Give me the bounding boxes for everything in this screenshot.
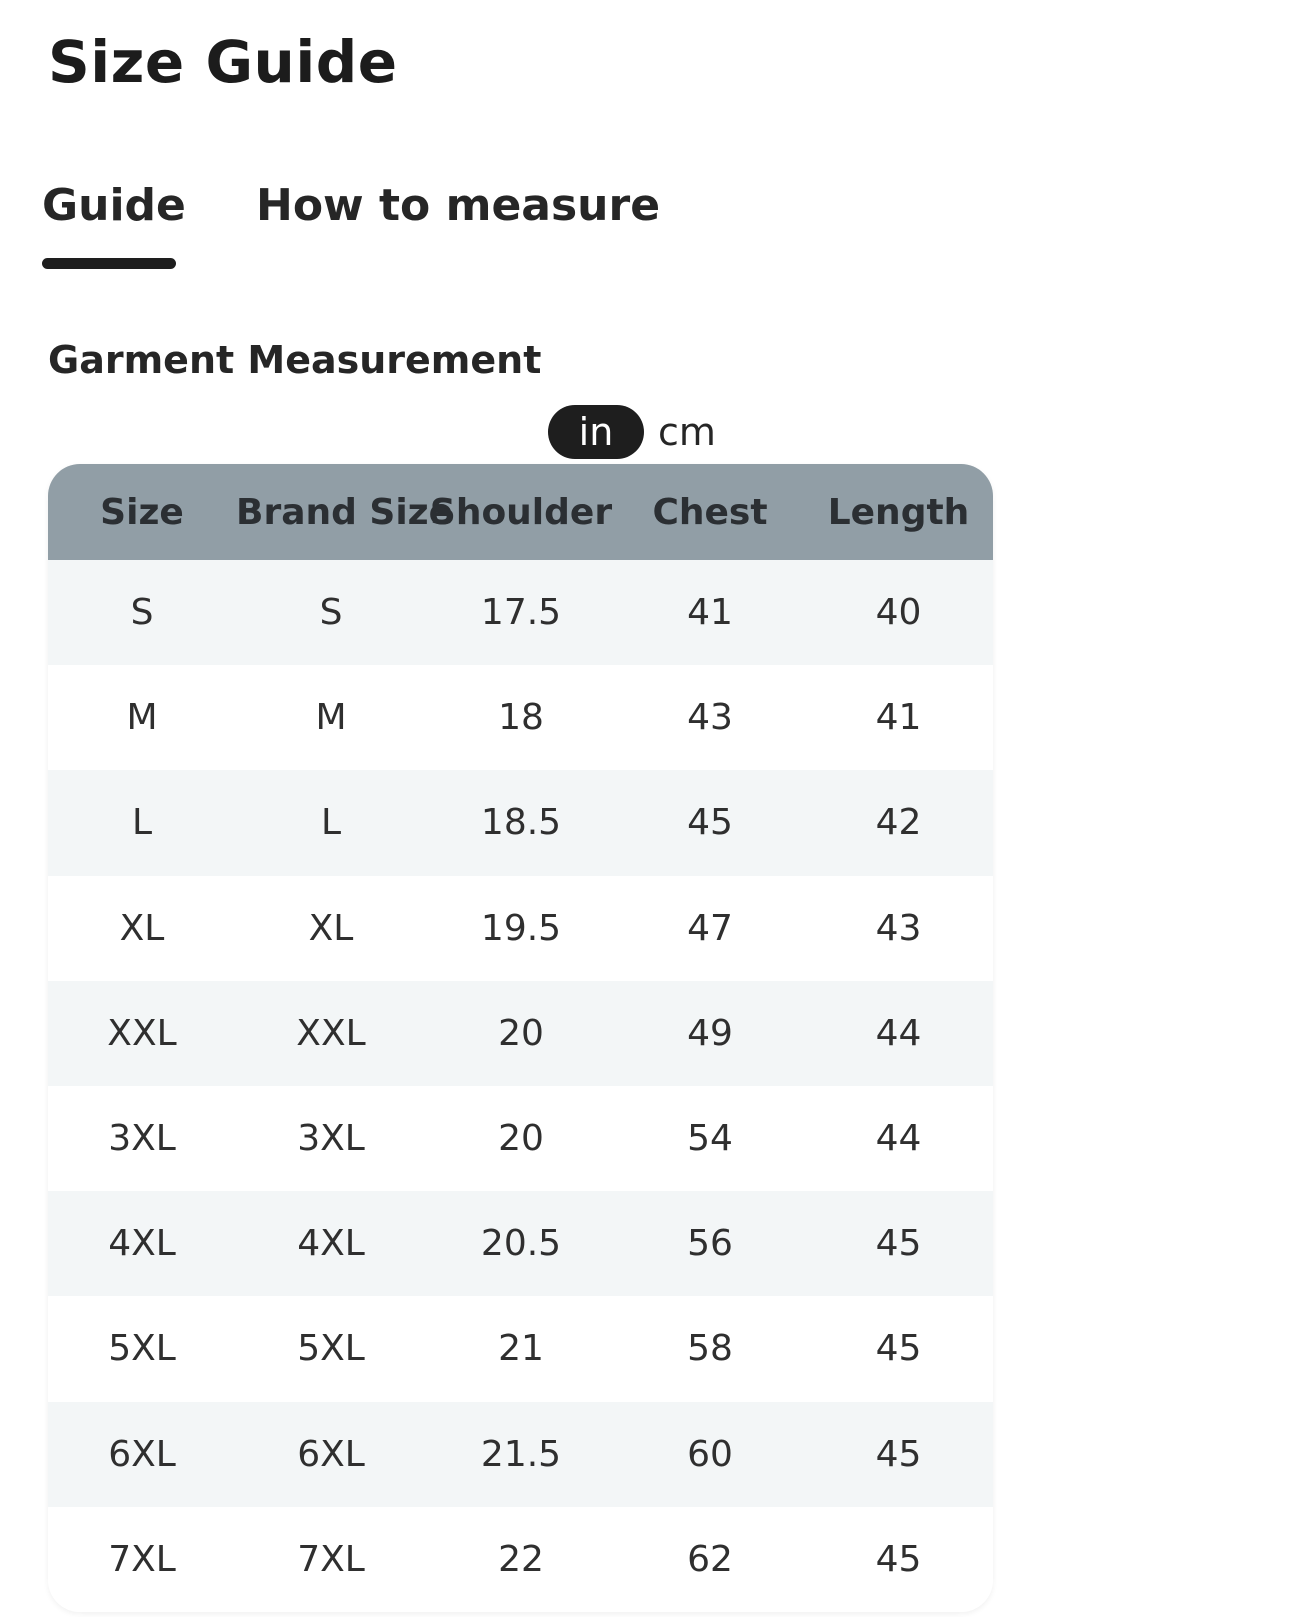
table-body bbox=[48, 560, 993, 1612]
table-cell: 43 bbox=[687, 697, 733, 739]
table-cell: 45 bbox=[687, 802, 733, 844]
table-cell: 47 bbox=[687, 907, 733, 949]
table-cell: S bbox=[319, 592, 343, 634]
table-row bbox=[48, 665, 993, 770]
table-cell: S bbox=[130, 592, 154, 634]
table-cell: 3XL bbox=[108, 1118, 176, 1160]
table-cell: 45 bbox=[875, 1223, 922, 1265]
table-cell: L bbox=[131, 802, 153, 844]
table-cell: 45 bbox=[875, 1328, 922, 1370]
table-cell: 5XL bbox=[108, 1328, 176, 1370]
table-cell: 56 bbox=[687, 1223, 733, 1265]
table-cell: XL bbox=[119, 907, 165, 949]
table-cell: XL bbox=[308, 907, 354, 949]
table-row bbox=[48, 876, 993, 981]
table-cell: 41 bbox=[875, 697, 922, 739]
table-cell: 6XL bbox=[297, 1433, 365, 1475]
table-cell: 18.5 bbox=[480, 802, 562, 844]
active-tab-indicator bbox=[42, 258, 176, 269]
table-cell: 54 bbox=[687, 1118, 733, 1160]
table-cell: 7XL bbox=[297, 1538, 365, 1580]
table-cell: 44 bbox=[875, 1012, 922, 1054]
table-cell: 6XL bbox=[108, 1433, 176, 1475]
table-row bbox=[48, 1402, 993, 1507]
table-cell: XXL bbox=[107, 1012, 177, 1054]
table-cell: 62 bbox=[687, 1538, 733, 1580]
unit-toggle bbox=[548, 405, 716, 459]
table-cell: 45 bbox=[875, 1433, 922, 1475]
table-cell: 40 bbox=[875, 592, 922, 634]
table-cell: 20.5 bbox=[480, 1223, 562, 1265]
section-title: Garment Measurement bbox=[48, 338, 542, 382]
table-cell: 20 bbox=[498, 1012, 544, 1054]
table-row bbox=[48, 1507, 993, 1612]
table-cell: 7XL bbox=[108, 1538, 176, 1580]
table-cell: 41 bbox=[687, 592, 733, 634]
table-header bbox=[48, 464, 993, 560]
unit-in-button[interactable]: in bbox=[548, 405, 644, 459]
table-cell: 17.5 bbox=[480, 592, 562, 634]
page-title: Size Guide bbox=[48, 28, 398, 96]
unit-cm-button[interactable]: cm bbox=[658, 410, 716, 454]
table-cell: 4XL bbox=[297, 1223, 365, 1265]
table-cell: 42 bbox=[875, 802, 922, 844]
table-cell: 18 bbox=[498, 697, 544, 739]
column-header-chest: Chest bbox=[652, 491, 768, 533]
table-cell: 43 bbox=[875, 907, 922, 949]
table-cell: 3XL bbox=[297, 1118, 365, 1160]
table-cell: 21.5 bbox=[480, 1433, 562, 1475]
table-cell: 60 bbox=[687, 1433, 733, 1475]
table-row bbox=[48, 981, 993, 1086]
table-row bbox=[48, 770, 993, 875]
column-header-size: Size bbox=[100, 491, 184, 533]
column-header-shoulder: Shoulder bbox=[429, 491, 613, 533]
table-row bbox=[48, 560, 993, 665]
table-cell: 20 bbox=[498, 1118, 544, 1160]
table-cell: 22 bbox=[498, 1538, 544, 1580]
table-cell: M bbox=[126, 697, 158, 739]
table-cell: 19.5 bbox=[480, 907, 562, 949]
tab-guide[interactable]: Guide bbox=[42, 180, 186, 231]
table-cell: 58 bbox=[687, 1328, 733, 1370]
table-row bbox=[48, 1191, 993, 1296]
table-row bbox=[48, 1086, 993, 1191]
table-cell: M bbox=[315, 697, 347, 739]
table-cell: 5XL bbox=[297, 1328, 365, 1370]
table-cell: 45 bbox=[875, 1538, 922, 1580]
column-header-brand-size: Brand Size bbox=[236, 491, 454, 533]
table-cell: L bbox=[320, 802, 342, 844]
table-cell: 49 bbox=[687, 1012, 733, 1054]
column-header-length: Length bbox=[827, 491, 970, 533]
tab-how-to-measure[interactable]: How to measure bbox=[256, 180, 661, 231]
size-table bbox=[48, 464, 993, 1612]
table-row bbox=[48, 1296, 993, 1401]
table-cell: 4XL bbox=[108, 1223, 176, 1265]
table-cell: 21 bbox=[498, 1328, 544, 1370]
table-cell: XXL bbox=[296, 1012, 366, 1054]
table-cell: 44 bbox=[875, 1118, 922, 1160]
